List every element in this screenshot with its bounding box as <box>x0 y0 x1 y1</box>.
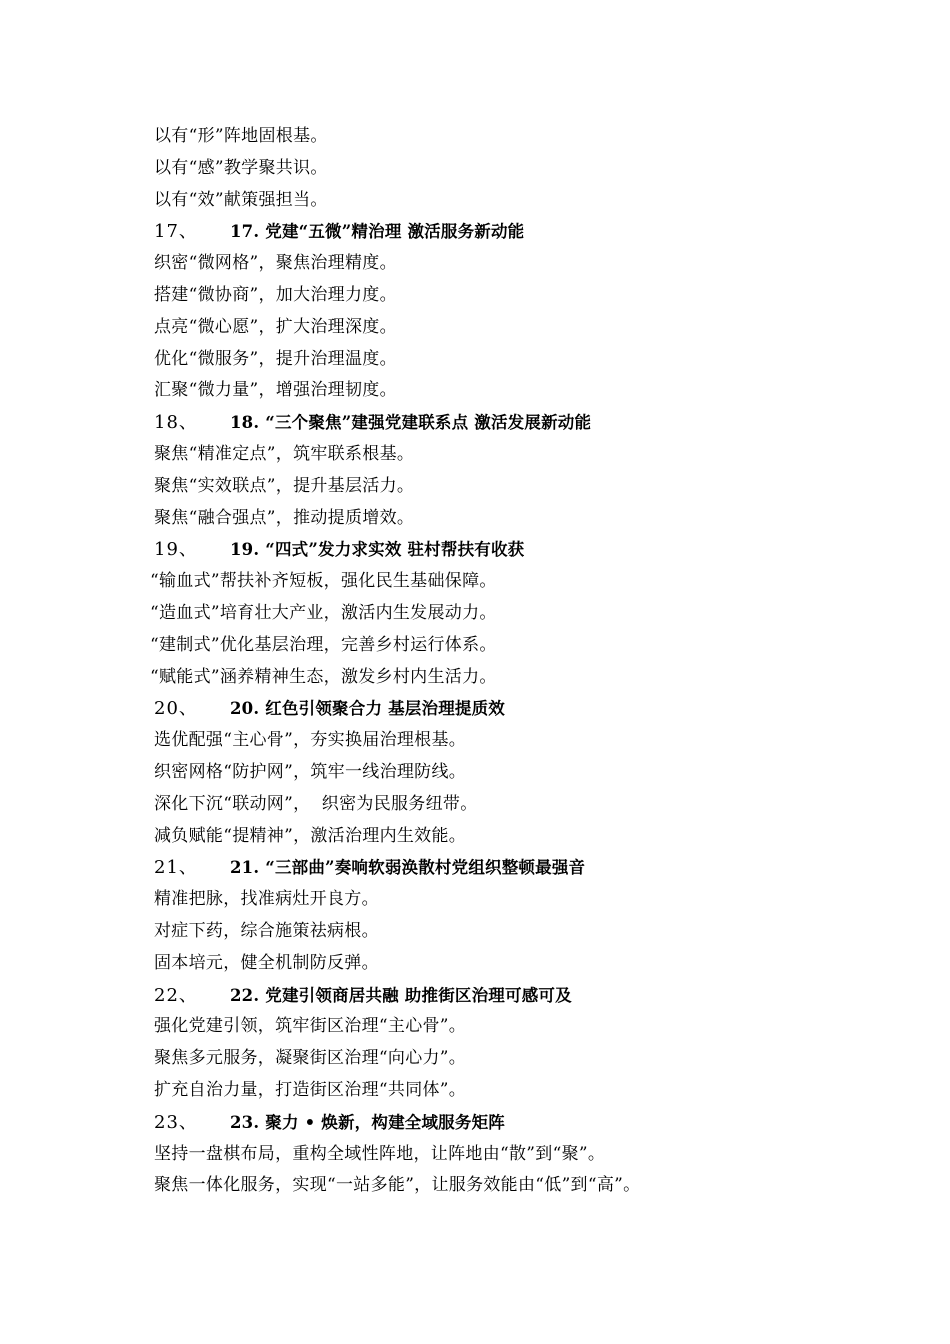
section-number: 19、 <box>154 539 198 561</box>
section-line: “输血式”帮扶补齐短板，强化民生基础保障。 <box>150 571 497 592</box>
section-line: 聚焦一体化服务，实现“一站多能”，让服务效能由“低”到“高”。 <box>154 1175 641 1196</box>
section-line: “造血式”培育壮大产业，激活内生发展动力。 <box>150 602 497 623</box>
section-number: 18、 <box>154 412 198 434</box>
section-number: 21、 <box>154 857 198 879</box>
section-line: 优化“微服务”，提升治理温度。 <box>154 348 397 369</box>
section-heading <box>154 216 874 248</box>
intro-line: 以有“感”教学聚共识。 <box>154 157 328 178</box>
section-heading <box>154 534 874 566</box>
section-title: 23. 聚力 • 焕新，构建全域服务矩阵 <box>230 1112 505 1132</box>
section-title: 18. “三个聚焦”建强党建联系点 激活发展新动能 <box>230 413 592 433</box>
section-line: 织密“微网格”，聚焦治理精度。 <box>154 253 397 274</box>
section-number: 17、 <box>154 221 198 243</box>
section-line: 选优配强“主心骨”，夯实换届治理根基。 <box>154 730 467 751</box>
section-line: 对症下药，综合施策祛病根。 <box>154 920 379 941</box>
section-line: 聚焦“融合强点”，推动提质增效。 <box>154 507 415 528</box>
intro-line: 以有“效”献策强担当。 <box>154 189 328 210</box>
intro-line: 以有“形”阵地固根基。 <box>154 126 328 146</box>
section-number: 23、 <box>154 1111 198 1133</box>
section-line: 织密网格“防护网”，筑牢一线治理防线。 <box>154 761 467 782</box>
section-title: 21. “三部曲”奏响软弱涣散村党组织整顿最强音 <box>230 858 586 878</box>
section-line: 聚焦“实效联点”，提升基层活力。 <box>154 475 415 496</box>
section-line: 搭建“微协商”，加大治理力度。 <box>154 284 397 305</box>
section-line: 点亮“微心愿”，扩大治理深度。 <box>154 316 397 337</box>
section-line: “赋能式”涵养精神生态，激发乡村内生活力。 <box>150 666 497 687</box>
section-heading <box>154 1107 874 1139</box>
section-heading <box>154 693 874 725</box>
section-line: 汇聚“微力量”，增强治理韧度。 <box>154 380 397 401</box>
section-line: 深化下沉“联动网”， 织密为民服务纽带。 <box>154 793 478 814</box>
section-line: 聚焦“精准定点”，筑牢联系根基。 <box>154 443 415 464</box>
section-title: 17. 党建“五微”精治理 激活服务新动能 <box>230 222 525 242</box>
section-heading <box>154 980 874 1012</box>
section-title: 20. 红色引领聚合力 基层治理提质效 <box>230 699 505 719</box>
section-line: 减负赋能“提精神”，激活治理内生效能。 <box>154 825 467 846</box>
section-line: “建制式”优化基层治理，完善乡村运行体系。 <box>150 634 497 655</box>
section-line: 坚持一盘棋布局，重构全域性阵地，让阵地由“散”到“聚”。 <box>154 1143 606 1164</box>
section-line: 聚焦多元服务，凝聚街区治理“向心力”。 <box>154 1048 467 1069</box>
section-line: 精准把脉，找准病灶开良方。 <box>154 889 379 910</box>
document-body <box>150 121 874 1202</box>
section-line: 强化党建引领，筑牢街区治理“主心骨”。 <box>154 1016 467 1037</box>
section-heading <box>154 407 874 439</box>
section-number: 22、 <box>154 984 198 1006</box>
section-line: 固本培元，健全机制防反弹。 <box>154 952 379 973</box>
section-number: 20、 <box>154 698 198 720</box>
section-title: 19. “四式”发力求实效 驻村帮扶有收获 <box>230 540 525 560</box>
section-title: 22. 党建引领商居共融 助推街区治理可感可及 <box>230 985 572 1005</box>
section-line: 扩充自治力量，打造街区治理“共同体”。 <box>154 1079 467 1100</box>
section-heading <box>154 852 874 884</box>
